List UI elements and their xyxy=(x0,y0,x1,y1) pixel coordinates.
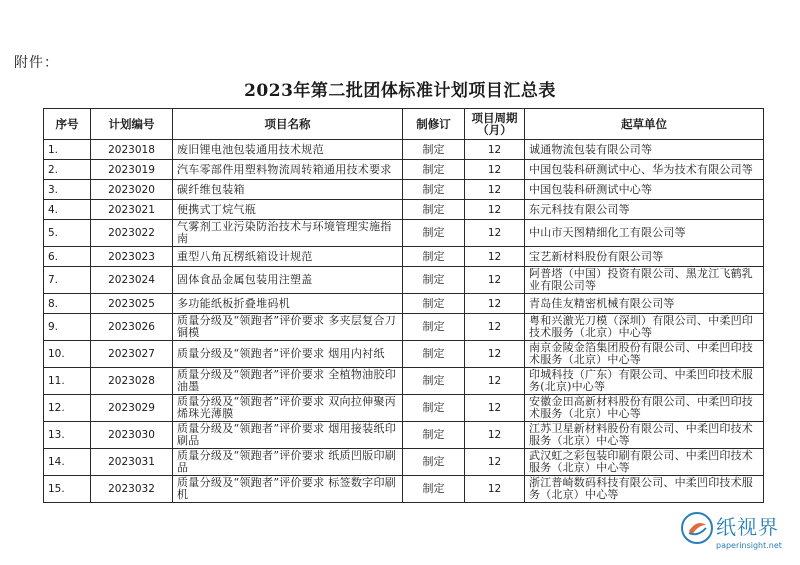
table-row xyxy=(44,200,764,220)
table-row xyxy=(44,368,764,395)
watermark-text: 纸视界 xyxy=(716,515,779,539)
table-row xyxy=(44,267,764,294)
cell-cycle: 12 xyxy=(465,140,525,160)
cell-code: 2023031 xyxy=(91,449,173,476)
header-name: 项目名称 xyxy=(173,109,403,140)
table-row xyxy=(44,395,764,422)
header-cycle-line2: （月） xyxy=(477,123,512,137)
header-code: 计划编号 xyxy=(91,109,173,140)
header-no: 序号 xyxy=(44,109,91,140)
cell-org: 宝艺新材料股份有限公司等 xyxy=(525,247,764,267)
cell-no: 15. xyxy=(44,476,91,503)
cell-cycle: 12 xyxy=(465,160,525,180)
cell-name: 质量分级及“领跑者”评价要求 多夹层复合刀铜模 xyxy=(173,314,403,341)
table-row xyxy=(44,160,764,180)
cell-name: 废旧锂电池包装通用技术规范 xyxy=(173,140,403,160)
cell-org: 南京金陵金箔集团股份有限公司、中柔凹印技术服务（北京）中心等 xyxy=(525,341,764,368)
cell-org: 诚通物流包装有限公司等 xyxy=(525,140,764,160)
cell-cycle: 12 xyxy=(465,476,525,503)
table-row xyxy=(44,220,764,247)
cell-cycle: 12 xyxy=(465,395,525,422)
cell-name: 质量分级及“领跑者”评价要求 烟用接装纸印刷品 xyxy=(173,422,403,449)
cell-code: 2023028 xyxy=(91,368,173,395)
cell-org: 中国包装科研测试中心、华为技术有限公司等 xyxy=(525,160,764,180)
cell-type: 制定 xyxy=(403,341,465,368)
plan-table xyxy=(43,108,764,503)
cell-name: 碳纤维包装箱 xyxy=(173,180,403,200)
cell-type: 制定 xyxy=(403,314,465,341)
cell-name: 质量分级及“领跑者”评价要求 纸质凹版印刷品 xyxy=(173,449,403,476)
cell-type: 制定 xyxy=(403,476,465,503)
cell-code: 2023024 xyxy=(91,267,173,294)
cell-cycle: 12 xyxy=(465,294,525,314)
cell-name: 多功能纸板折叠堆码机 xyxy=(173,294,403,314)
cell-code: 2023018 xyxy=(91,140,173,160)
cell-org: 中山市天图精细化工有限公司等 xyxy=(525,220,764,247)
cell-name: 气雾剂工业污染防治技术与环境管理实施指南 xyxy=(173,220,403,247)
cell-org: 阿普塔（中国）投资有限公司、黑龙江飞鹤乳业有限公司等 xyxy=(525,267,764,294)
paperinsight-logo-icon xyxy=(680,511,714,545)
cell-cycle: 12 xyxy=(465,220,525,247)
cell-type: 制定 xyxy=(403,267,465,294)
cell-name: 质量分级及“领跑者”评价要求 烟用内衬纸 xyxy=(173,341,403,368)
header-cycle-line1: 项目周期 xyxy=(471,111,518,125)
cell-no: 11. xyxy=(44,368,91,395)
cell-cycle: 12 xyxy=(465,422,525,449)
header-org: 起草单位 xyxy=(525,109,764,140)
table-row xyxy=(44,294,764,314)
table-body xyxy=(44,140,764,503)
page-title: 2023年第二批团体标准计划项目汇总表 xyxy=(244,81,556,101)
cell-code: 2023020 xyxy=(91,180,173,200)
cell-cycle: 12 xyxy=(465,180,525,200)
attachment-label: 附件： xyxy=(14,55,59,71)
cell-type: 制定 xyxy=(403,422,465,449)
table-row xyxy=(44,180,764,200)
cell-name: 质量分级及“领跑者”评价要求 双向拉伸聚丙烯珠光薄膜 xyxy=(173,395,403,422)
cell-no: 13. xyxy=(44,422,91,449)
cell-cycle: 12 xyxy=(465,314,525,341)
cell-no: 6. xyxy=(44,247,91,267)
cell-cycle: 12 xyxy=(465,449,525,476)
cell-name: 汽车零部件用塑料物流周转箱通用技术要求 xyxy=(173,160,403,180)
cell-no: 1. xyxy=(44,140,91,160)
cell-type: 制定 xyxy=(403,449,465,476)
cell-type: 制定 xyxy=(403,220,465,247)
cell-name: 便携式丁烷气瓶 xyxy=(173,200,403,220)
cell-code: 2023021 xyxy=(91,200,173,220)
cell-no: 14. xyxy=(44,449,91,476)
cell-name: 固体食品金属包装用注塑盖 xyxy=(173,267,403,294)
header-type: 制修订 xyxy=(403,109,465,140)
cell-no: 4. xyxy=(44,200,91,220)
cell-type: 制定 xyxy=(403,180,465,200)
header-cycle xyxy=(465,109,525,140)
cell-no: 5. xyxy=(44,220,91,247)
table-header-row xyxy=(44,109,764,140)
cell-code: 2023032 xyxy=(91,476,173,503)
cell-code: 2023026 xyxy=(91,314,173,341)
cell-code: 2023029 xyxy=(91,395,173,422)
cell-no: 8. xyxy=(44,294,91,314)
cell-type: 制定 xyxy=(403,247,465,267)
cell-name: 质量分级及“领跑者”评价要求 标签数字印刷机 xyxy=(173,476,403,503)
table-row xyxy=(44,247,764,267)
cell-code: 2023030 xyxy=(91,422,173,449)
cell-no: 9. xyxy=(44,314,91,341)
table-row xyxy=(44,140,764,160)
cell-type: 制定 xyxy=(403,200,465,220)
cell-org: 浙江普崎数码科技有限公司、中柔凹印技术服务（北京）中心等 xyxy=(525,476,764,503)
cell-cycle: 12 xyxy=(465,200,525,220)
table-row xyxy=(44,422,764,449)
cell-org: 武汉虹之彩包装印刷有限公司、中柔凹印技术服务（北京）中心等 xyxy=(525,449,764,476)
table-row xyxy=(44,449,764,476)
table-row xyxy=(44,314,764,341)
cell-name: 重型八角瓦楞纸箱设计规范 xyxy=(173,247,403,267)
cell-cycle: 12 xyxy=(465,247,525,267)
cell-org: 青岛佳友精密机械有限公司等 xyxy=(525,294,764,314)
cell-code: 2023022 xyxy=(91,220,173,247)
cell-type: 制定 xyxy=(403,368,465,395)
cell-type: 制定 xyxy=(403,140,465,160)
cell-org: 中国包装科研测试中心等 xyxy=(525,180,764,200)
cell-code: 2023025 xyxy=(91,294,173,314)
cell-type: 制定 xyxy=(403,395,465,422)
cell-org: 粤和兴激光刀模（深圳）有限公司、中柔凹印技术服务（北京）中心等 xyxy=(525,314,764,341)
cell-no: 12. xyxy=(44,395,91,422)
cell-cycle: 12 xyxy=(465,341,525,368)
cell-code: 2023027 xyxy=(91,341,173,368)
cell-org: 安徽金田高新材料股份有限公司、中柔凹印技术服务（北京）中心等 xyxy=(525,395,764,422)
cell-type: 制定 xyxy=(403,160,465,180)
table-row xyxy=(44,476,764,503)
cell-no: 3. xyxy=(44,180,91,200)
cell-cycle: 12 xyxy=(465,368,525,395)
cell-name: 质量分级及“领跑者”评价要求 全植物油胶印油墨 xyxy=(173,368,403,395)
watermark xyxy=(680,507,790,557)
cell-org: 印城科技（广东）有限公司、中柔凹印技术服务(北京)中心等 xyxy=(525,368,764,395)
table-row xyxy=(44,341,764,368)
cell-no: 7. xyxy=(44,267,91,294)
cell-org: 江苏卫星新材料股份有限公司、中柔凹印技术服务（北京）中心等 xyxy=(525,422,764,449)
cell-code: 2023019 xyxy=(91,160,173,180)
cell-cycle: 12 xyxy=(465,267,525,294)
cell-code: 2023023 xyxy=(91,247,173,267)
cell-no: 2. xyxy=(44,160,91,180)
cell-type: 制定 xyxy=(403,294,465,314)
cell-no: 10. xyxy=(44,341,91,368)
cell-org: 东元科技有限公司等 xyxy=(525,200,764,220)
watermark-url: paperinsight.net xyxy=(716,541,782,550)
